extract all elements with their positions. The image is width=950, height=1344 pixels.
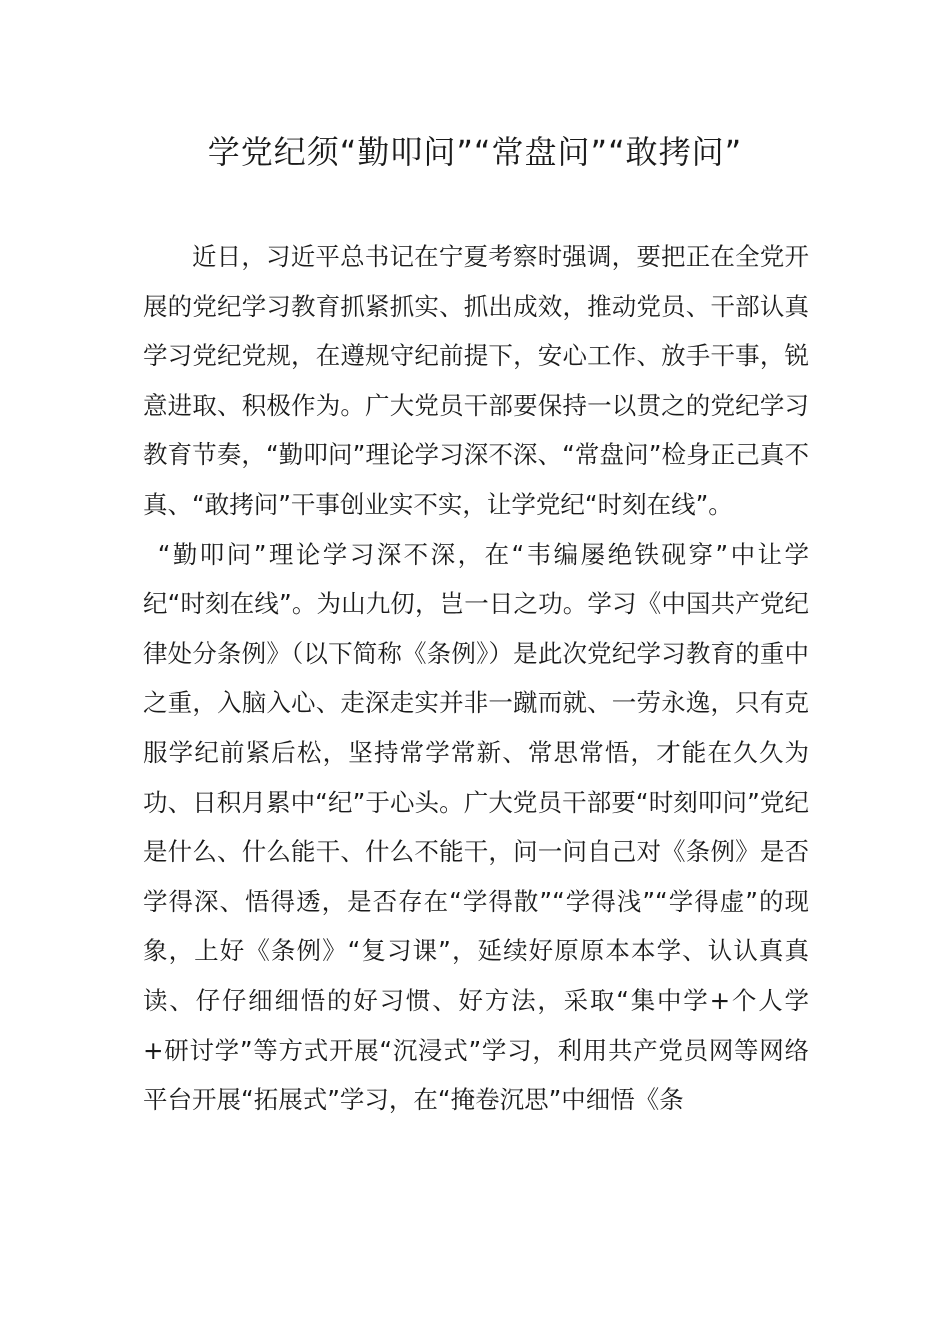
paragraph-intro: 近日，习近平总书记在宁夏考察时强调，要把正在全党开展的党纪学习教育抓紧抓实、抓出成效，推动党员、干部认真学习党纪党规，在遵规守纪前提下，安心工作、放手干事，锐意进取、积极作为。广大党员干部要保持一以贯之的党纪学习教育节奏，“勤叩问”理论学习深不深、“常盘问”检身正己真不真、“敢拷问”干事创业实不实，让学党纪“时刻在线”。 bbox=[143, 242, 809, 519]
document-title: 学党纪须“勤叩问”“常盘问”“敢拷问” bbox=[207, 133, 743, 171]
document-body bbox=[143, 232, 809, 1125]
paragraph-diligent-inquiry: “勤叩问”理论学习深不深，在“韦编屡绝铁砚穿”中让学纪“时刻在线”。为山九仞，岂一日之功。学习《中国共产党纪律处分条例》（以下简称《条例》）是此次党纪学习教育的重中之重，入脑入心、走深走实并非一蹴而就、一劳永逸，只有克服学纪前紧后松，坚持常学常新、常思常悟，才能在久久为功、日积月累中“纪”于心头。广大党员干部要“时刻叩问”党纪是什么、什么能干、什么不能干，问一问自己对《条例》是否学得深、悟得透，是否存在“学得散”“学得浅”“学得虚”的现象，上好《条例》“复习课”，延续好原原本本学、认认真真读、仔仔细细悟的好习惯、好方法，采取“集中学+个人学+研讨学”等方式开展“沉浸式”学习，利用共产党员网等网络平台开展“拓展式”学习，在“掩卷沉思”中细悟《条 bbox=[143, 539, 809, 1115]
